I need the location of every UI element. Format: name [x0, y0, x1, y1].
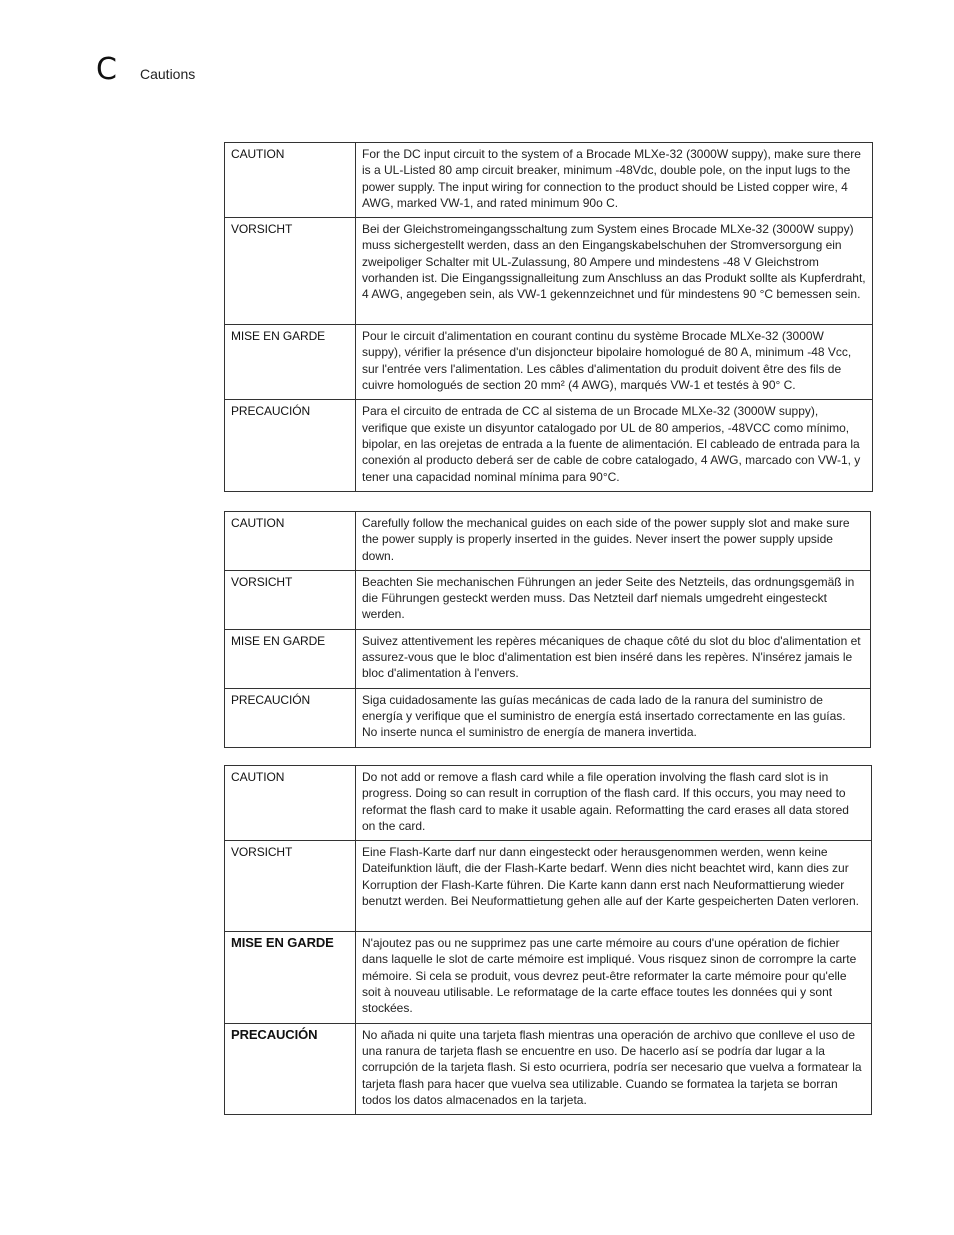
table-row — [225, 325, 873, 400]
caution-label: VORSICHT — [225, 218, 356, 325]
table-row — [225, 512, 871, 571]
caution-text: Pour le circuit d'alimentation en courant continu du système Brocade MLXe-32 (3000W suppy), vérifier la présence d'un disjoncteur bipolaire homologué de 80 A, minimum -48 Vcc, sur l'entrée vers l'alimentation. Les câbles d'alimentation du produit doivent être des fils de cuivre homologués de section 20 mm² (4 AWG), marqués VW-1 et testés à 90° C. — [356, 325, 873, 400]
table-row — [225, 629, 871, 688]
caution-text: Beachten Sie mechanischen Führungen an jeder Seite des Netzteils, das ordnungsgemäß in die Führungen gesteckt werden muss. Das Netzteil darf niemals umgedreht eingesteckt werden. — [356, 570, 871, 629]
caution-table-flash-card — [224, 765, 872, 1115]
caution-label: PRECAUCIÓN — [225, 1023, 356, 1114]
table-row — [225, 570, 871, 629]
table-row — [225, 688, 871, 747]
caution-text: Suivez attentivement les repères mécaniques de chaque côté du slot du bloc d'alimentation et assurez-vous que le bloc d'alimentation est bien inséré dans les repères. N'insérez jamais le bloc d'alimentation à l'envers. — [356, 629, 871, 688]
caution-text: Do not add or remove a flash card while a file operation involving the flash card slot is in progress. Doing so can result in corruption of the flash card. If this occurs, you may need to reformat the flash card to make it usable again. Reformatting the card erases all data stored on the card. — [356, 766, 872, 841]
caution-table-mechanical-guides — [224, 511, 871, 748]
caution-table-dc-input — [224, 142, 873, 492]
table-row — [225, 932, 872, 1023]
caution-text: Carefully follow the mechanical guides on each side of the power supply slot and make sure the power supply is properly inserted in the guides. Never insert the power supply upside down. — [356, 512, 871, 571]
caution-text: Eine Flash-Karte darf nur dann eingesteckt oder herausgenommen werden, wenn keine Dateifunktion läuft, die der Flash-Karte bedarf. Wenn dies nicht beachtet wird, kann dies zur Korruption der Flash-Karte führen. Die Karte kann dann erst nach Neuformattierung wieder benutzt werden. Bei Neuformattietung gehen alle auf der Karte gespeicherten Daten verloren. — [356, 841, 872, 932]
caution-label: MISE EN GARDE — [225, 932, 356, 1023]
caution-label: VORSICHT — [225, 570, 356, 629]
table-row — [225, 1023, 872, 1114]
caution-text: N'ajoutez pas ou ne supprimez pas une carte mémoire au cours d'une opération de fichier dans laquelle le slot de carte mémoire est impliqué. Vous risquez sinon de corrompre la carte mémoire. Si cela se produit, vous devrez peut-être reformater la carte mémoire pour qu'elle soit à nouveau utilisable. Le reformatage de la carte efface toutes les données qui y sont stockées. — [356, 932, 872, 1023]
caution-text: No añada ni quite una tarjeta flash mientras una operación de archivo que conlleve el uso de una ranura de tarjeta flash se encuentre en uso. De hacerlo así se podría dar lugar a la corrupción de la tarjeta flash. Si esto ocurriera, podría ser necesario que vuelva a formatear la tarjeta flash para hacer que vuelva sea utilizable. Cuando se formatea la tarjeta se borran todos los datos almacenados en la tarjeta. — [356, 1023, 872, 1114]
caution-label: CAUTION — [225, 766, 356, 841]
table-row — [225, 841, 872, 932]
caution-text: Siga cuidadosamente las guías mecánicas de cada lado de la ranura del suministro de energía y verifique que el suministro de energía está insertado correctamente en las guías. No inserte nunca el suministro de energía de manera invertida. — [356, 688, 871, 747]
caution-label: PRECAUCIÓN — [225, 688, 356, 747]
table-row — [225, 766, 872, 841]
table-row — [225, 218, 873, 325]
caution-text: Para el circuito de entrada de CC al sistema de un Brocade MLXe-32 (3000W suppy), verifique que existe un disyuntor catalogado por UL de 80 amperios, -48VCC como mínimo, bipolar, en las orejetas de entrada a la fuente de alimentación. El cableado de entrada para la conexión al producto deberá ser de cable de cobre catalogado, 4 AWG, marcado con VW-1, y tener una capacidad nominal mínima para 90°C. — [356, 400, 873, 491]
caution-text: Bei der Gleichstromeingangsschaltung zum System eines Brocade MLXe-32 (3000W suppy) muss sichergestellt werden, dass an den Eingangskabelschuhen der Stromversorgung ein zweipoliger Schalter mit UL-Zulassung, 80 Ampere und mindestens -48 V Gleichstrom vorhanden ist. Die Eingangssignalleitung zum Anschluss an das Produkt sollte als Kupferdraht, 4 AWG, angegeben sein, als VW-1 gekennzeichnet und für mindestens 90 °C bemessen sein. — [356, 218, 873, 325]
caution-label: VORSICHT — [225, 841, 356, 932]
running-header-title: Cautions — [140, 66, 196, 82]
caution-label: CAUTION — [225, 512, 356, 571]
table-row — [225, 143, 873, 218]
caution-label: CAUTION — [225, 143, 356, 218]
caution-label: PRECAUCIÓN — [225, 400, 356, 491]
caution-text: For the DC input circuit to the system of a Brocade MLXe-32 (3000W suppy), make sure there is a UL-Listed 80 amp circuit breaker, minimum -48Vdc, double pole, on the input lugs to the power supply. The input wiring for connection to the product should be Listed copper wire, 4 AWG, marked VW-1, and rated minimum 90o C. — [356, 143, 873, 218]
caution-label: MISE EN GARDE — [225, 325, 356, 400]
chapter-letter: C — [96, 52, 117, 87]
caution-label: MISE EN GARDE — [225, 629, 356, 688]
table-row — [225, 400, 873, 491]
